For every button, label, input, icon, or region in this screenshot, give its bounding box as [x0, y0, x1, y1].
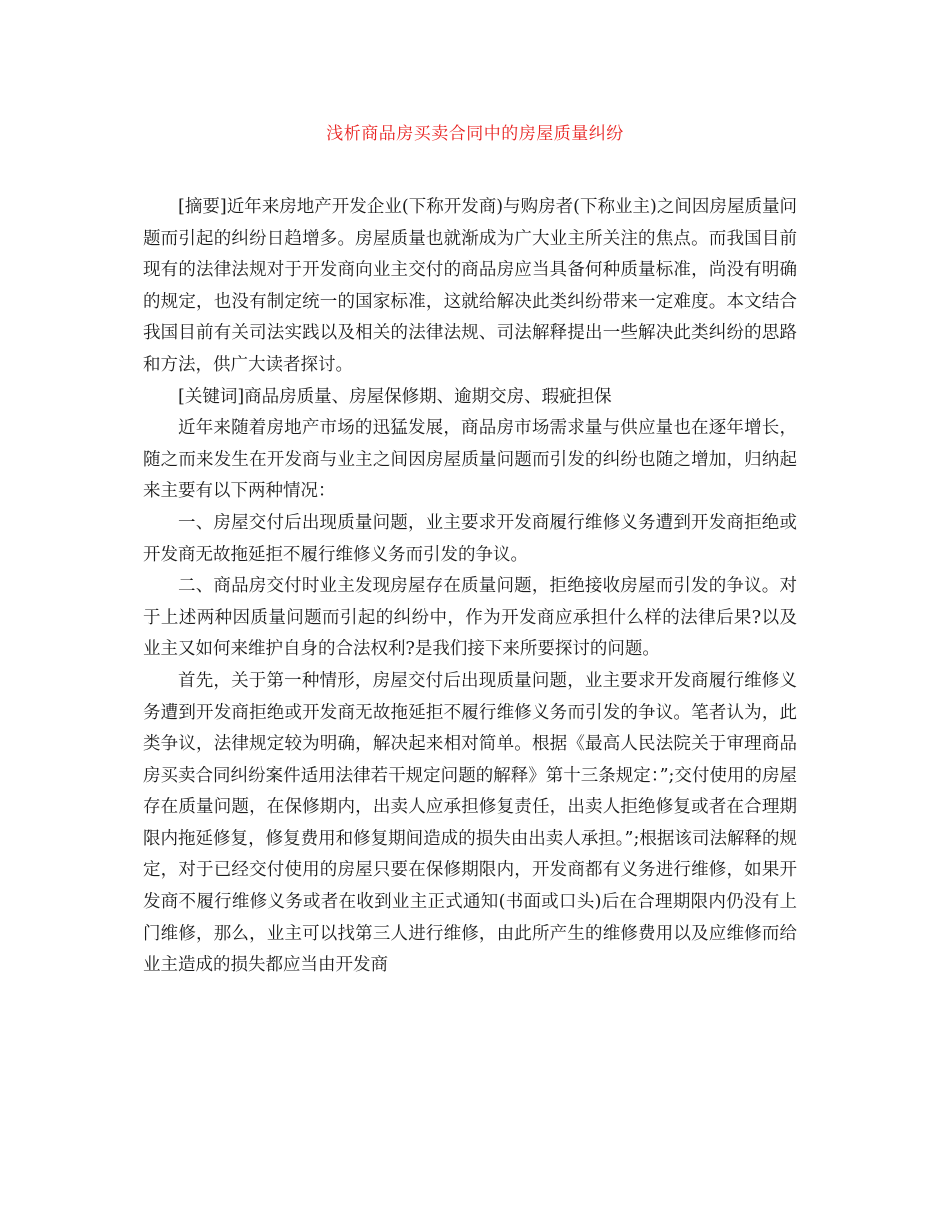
abstract-paragraph: [摘要]近年来房地产开发企业(下称开发商)与购房者(下称业主)之间因房屋质量问题而引起的纠纷日趋增多。房屋质量也就渐成为广大业主所关注的焦点。而我国目前现有的法律法规对于开发商向业主交付的商品房应当具备何种质量标准，尚没有明确的规定，也没有制定统一的国家标准，这就给解决此类纠纷带来一定难度。本文结合我国目前有关司法实践以及相关的法律法规、司法解释提出一些解决此类纠纷的思路和方法，供广大读者探讨。: [143, 197, 797, 375]
intro-paragraph: 近年来随着房地产市场的迅猛发展，商品房市场需求量与供应量也在逐年增长，随之而来发生在开发商与业主之间因房屋质量问题而引发的纠纷也随之增加，归纳起来主要有以下两种情况：: [143, 418, 797, 502]
document-title: 浅析商品房买卖合同中的房屋质量纠纷: [326, 124, 624, 144]
analysis-paragraph: 首先，关于第一种情形，房屋交付后出现质量问题，业主要求开发商履行维修义务遭到开发商拒绝或开发商无故拖延拒不履行维修义务而引发的争议。笔者认为，此类争议，法律规定较为明确，解决起来相对简单。根据《最高人民法院关于审理商品房买卖合同纠纷案件适用法律若干规定问题的解释》第十三条规定：”;交付使用的房屋存在质量问题，在保修期内，出卖人应承担修复责任，出卖人拒绝修复或者在合理期限内拖延修复，修复费用和修复期间造成的损失由出卖人承担。”;根据该司法解释的规定，对于已经交付使用的房屋只要在保修期限内，开发商都有义务进行维修，如果开发商不履行维修义务或者在收到业主正式通知(书面或口头)后在合理期限内仍没有上门维修，那么，业主可以找第三人进行维修，由此所产生的维修费用以及应维修而给业主造成的损失都应当由开发商: [143, 670, 797, 976]
case-two-paragraph: 二、商品房交付时业主发现房屋存在质量问题，拒绝接收房屋而引发的争议。对于上述两种因质量问题而引起的纠纷中，作为开发商应承担什么样的法律后果?以及业主又如何来维护自身的合法权利?是我们接下来所要探讨的问题。: [143, 576, 797, 660]
case-one-paragraph: 一、房屋交付后出现质量问题，业主要求开发商履行维修义务遭到开发商拒绝或开发商无故拖延拒不履行维修义务而引发的争议。: [143, 512, 797, 565]
document-body: [143, 192, 797, 982]
keywords-paragraph: [关键词]商品房质量、房屋保修期、逾期交房、瑕疵担保: [178, 386, 612, 407]
